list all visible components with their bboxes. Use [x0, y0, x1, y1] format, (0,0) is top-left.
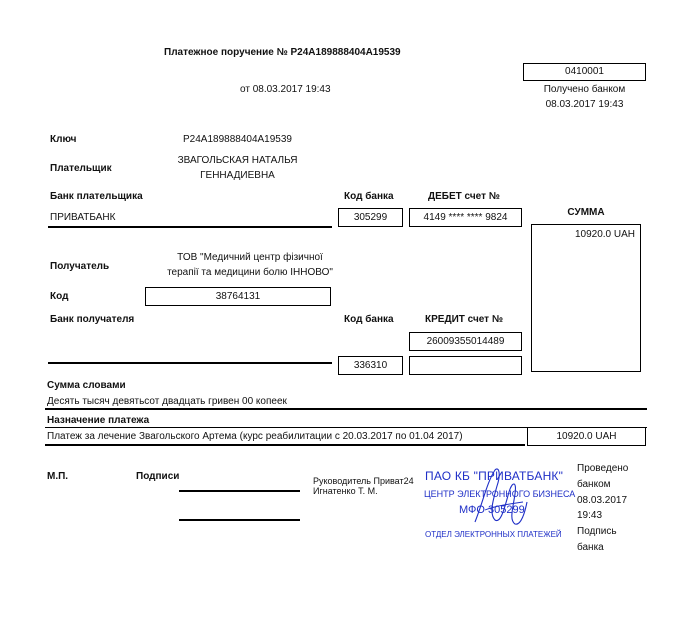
payer-bank-label: Банк плательщика: [50, 191, 143, 202]
handwritten-signature: [465, 462, 535, 537]
purpose-amount-box: 10920.0 UAH: [527, 427, 646, 446]
purpose-underline: [45, 444, 525, 446]
sum-label: СУММА: [567, 207, 605, 218]
bank-signature-label: Подпись: [577, 526, 617, 537]
conducted-label: Проведено: [577, 463, 629, 474]
stamp-department: ЦЕНТР ЭЛЕКТРОННОГО БИЗНЕСА: [424, 489, 576, 499]
purpose-label: Назначение платежа: [47, 415, 150, 426]
amount-words-underline: [45, 408, 647, 410]
manager-name: Игнатенко Т. М.: [313, 486, 378, 496]
received-date: 08.03.2017 19:43: [545, 99, 624, 110]
payer-name-line1: ЗВАГОЛЬСКАЯ НАТАЛЬЯ: [177, 155, 298, 166]
recipient-code-label: Код: [50, 291, 69, 302]
document-date: от 08.03.2017 19:43: [240, 84, 331, 95]
payer-name-line2: ГЕННАДИЕВНА: [200, 170, 275, 181]
payer-bank-underline: [48, 226, 332, 228]
credit-label: КРЕДИТ счет №: [425, 314, 504, 325]
recipient-bank-underline: [48, 362, 332, 364]
recipient-bank-code-label: Код банка: [344, 314, 394, 325]
conducted-date: 08.03.2017: [577, 495, 628, 506]
key-value: P24A189888404A19539: [183, 134, 292, 145]
stamp-bank-name: ПАО КБ "ПРИВАТБАНК": [425, 469, 564, 483]
recipient-name-line1: ТОВ "Медичний центр фізичної: [177, 252, 323, 263]
signature-line-2: [179, 519, 300, 521]
recipient-bank-code-box: 336310: [338, 356, 403, 375]
signatures-label: Подписи: [136, 471, 180, 482]
empty-account-box: [409, 356, 522, 375]
received-label: Получено банком: [543, 84, 626, 95]
bank-signature-bank-word: банка: [577, 542, 604, 553]
manager-title: Руководитель Приват24: [313, 476, 414, 486]
recipient-code-box: 38764131: [145, 287, 331, 306]
payer-label: Плательщик: [50, 163, 112, 174]
document-title: Платежное поручение № P24A189888404A19539: [164, 47, 401, 58]
debit-label: ДЕБЕТ счет №: [428, 191, 500, 202]
payer-bank-code-box: 305299: [338, 208, 403, 227]
amount-words-label: Сумма словами: [47, 380, 126, 391]
stamp-division: ОТДЕЛ ЭЛЕКТРОННЫХ ПЛАТЕЖЕЙ: [425, 530, 562, 539]
amount-words-value: Десять тысяч девятьсот двадцать гривен 00 копеек: [47, 396, 287, 407]
recipient-bank-label: Банк получателя: [50, 314, 135, 325]
sum-value: 10920.0 UAH: [574, 229, 635, 240]
credit-account-box: 26009355014489: [409, 332, 522, 351]
sum-box: [531, 224, 641, 372]
signature-line-1: [179, 490, 300, 492]
conducted-bank-word: банком: [577, 479, 611, 490]
key-label: Ключ: [50, 134, 77, 145]
stamp-mfo: МФО 305299: [459, 504, 525, 516]
payer-bank-code-label: Код банка: [344, 191, 394, 202]
recipient-label: Получатель: [50, 261, 110, 272]
payer-bank-name: ПРИВАТБАНК: [50, 212, 116, 223]
conducted-time: 19:43: [577, 510, 603, 521]
form-code-box: 0410001: [523, 63, 646, 81]
purpose-value: Платеж за лечение Звагольского Артема (курс реабилитации с 20.03.2017 по 01.04 2017): [47, 431, 463, 442]
recipient-name-line2: терапії та медицини болю ІННОВО": [167, 267, 333, 278]
debit-account-box: 4149 **** **** 9824: [409, 208, 522, 227]
stamp-place-label: М.П.: [47, 471, 69, 482]
